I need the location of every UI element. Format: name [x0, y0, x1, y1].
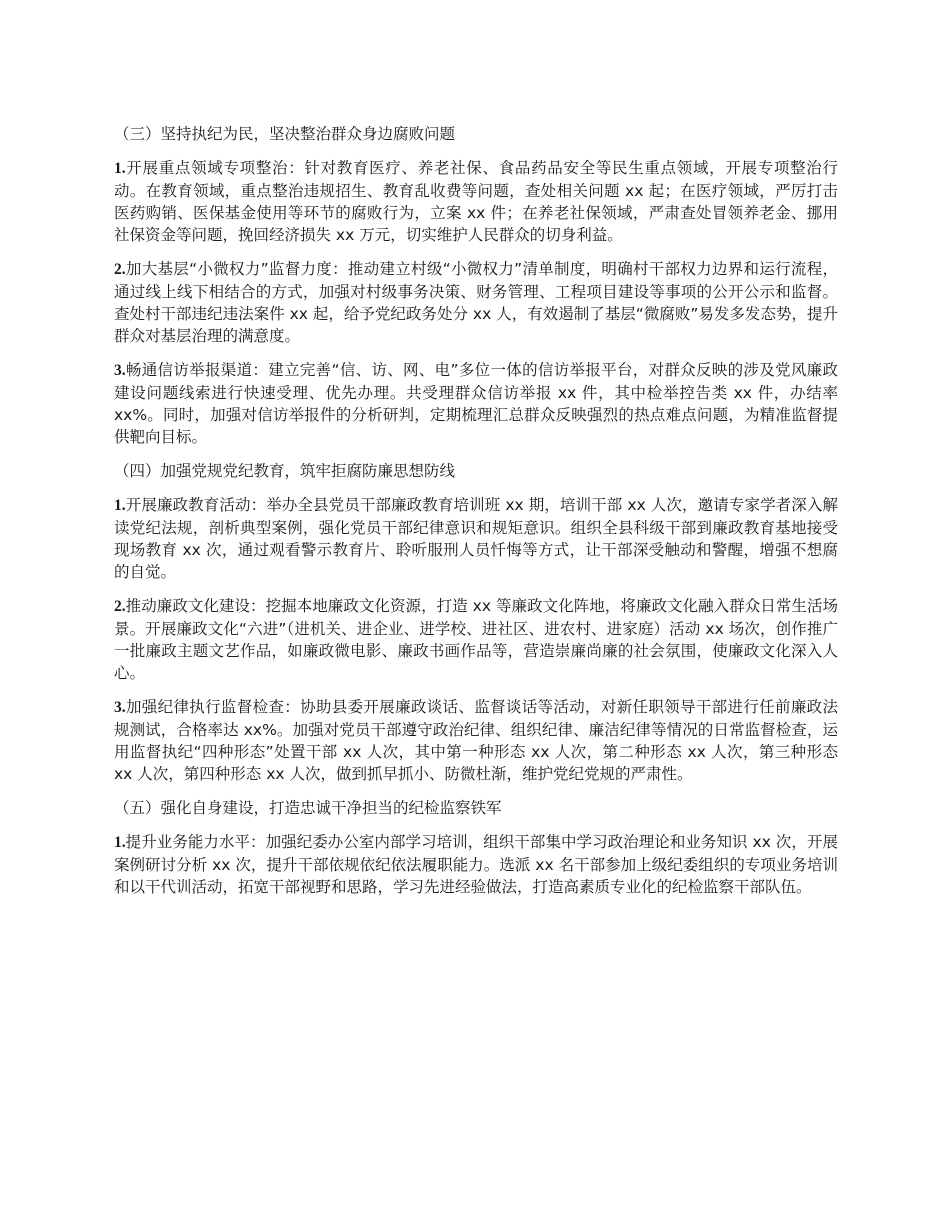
paragraph	[114, 258, 838, 347]
document-page	[114, 123, 838, 910]
section-heading: （五）强化自身建设，打造忠诚干净担当的纪检监察铁军	[114, 799, 502, 817]
item-number: 1.	[114, 160, 126, 177]
section-3	[114, 123, 838, 448]
paragraph	[114, 494, 838, 583]
paragraph-text: 推动廉政文化建设：挖掘本地廉政文化资源，打造 xx 等廉政文化阵地，将廉政文化融入群众日常生活场景。开展廉政文化“六进”（进机关、进企业、进学校、进社区、进农村、进家庭）活动 xx 场次，创作推广一批廉政主题文艺作品，如廉政微电影、廉政书画作品等，营造崇廉尚廉的社会氛围，使廉政文化深入人心。	[114, 597, 838, 682]
item-number: 1.	[114, 497, 126, 514]
section-heading: （四）加强党规党纪教育，筑牢拒腐防廉思想防线	[114, 462, 456, 480]
item-number: 3.	[114, 362, 126, 379]
section-heading: （三）坚持执纪为民，坚决整治群众身边腐败问题	[114, 125, 456, 143]
paragraph	[114, 157, 838, 246]
paragraph-text: 加大基层“小微权力”监督力度：推动建立村级“小微权力”清单制度，明确村干部权力边界和运行流程，通过线上线下相结合的方式，加强对村级事务决策、财务管理、工程项目建设等事项的公开公示和监督。查处村干部违纪违法案件 xx 起，给予党纪政务处分 xx 人，有效遏制了基层“微腐败”易发多发态势，提升群众对基层治理的满意度。	[114, 260, 838, 345]
paragraph-text: 畅通信访举报渠道：建立完善“信、访、网、电”多位一体的信访举报平台，对群众反映的涉及党风廉政建设问题线索进行快速受理、优先办理。共受理群众信访举报 xx 件，其中检举控告类 xx 件，办结率 xx%。同时，加强对信访举报件的分析研判，定期梳理汇总群众反映强烈的热点难点问题，为精准监督提供靶向目标。	[114, 361, 838, 446]
item-number: 1.	[114, 834, 126, 851]
paragraph	[114, 696, 838, 785]
paragraph-text: 提升业务能力水平：加强纪委办公室内部学习培训，组织干部集中学习政治理论和业务知识 xx 次，开展案例研讨分析 xx 次，提升干部依规依纪依法履职能力。选派 xx 名干部参加上级纪委组织的专项业务培训和以干代训活动，拓宽干部视野和思路，学习先进经验做法，打造高素质专业化的纪检监察干部队伍。	[114, 833, 838, 896]
paragraph	[114, 595, 838, 684]
item-number: 3.	[114, 699, 126, 716]
section-5	[114, 797, 838, 898]
item-number: 2.	[114, 598, 126, 615]
paragraph-text: 加强纪律执行监督检查：协助县委开展廉政谈话、监督谈话等活动，对新任职领导干部进行任前廉政法规测试，合格率达 xx%。加强对党员干部遵守政治纪律、组织纪律、廉洁纪律等情况的日常监督检查，运用监督执纪“四种形态”处置干部 xx 人次，其中第一种形态 xx 人次，第二种形态 xx 人次，第三种形态 xx 人次，第四种形态 xx 人次，做到抓早抓小、防微杜渐，维护党纪党规的严肃性。	[114, 698, 838, 783]
paragraph	[114, 359, 838, 448]
paragraph-text: 开展重点领域专项整治：针对教育医疗、养老社保、食品药品安全等民生重点领域，开展专项整治行动。在教育领域，重点整治违规招生、教育乱收费等问题，查处相关问题 xx 起；在医疗领域，严厉打击医药购销、医保基金使用等环节的腐败行为，立案 xx 件；在养老社保领域，严肃查处冒领养老金、挪用社保资金等问题，挽回经济损失 xx 万元，切实维护人民群众的切身利益。	[114, 159, 838, 244]
item-number: 2.	[114, 261, 126, 278]
section-4	[114, 460, 838, 785]
paragraph	[114, 831, 838, 898]
paragraph-text: 开展廉政教育活动：举办全县党员干部廉政教育培训班 xx 期，培训干部 xx 人次，邀请专家学者深入解读党纪法规，剖析典型案例，强化党员干部纪律意识和规矩意识。组织全县科级干部到廉政教育基地接受现场教育 xx 次，通过观看警示教育片、聆听服刑人员忏悔等方式，让干部深受触动和警醒，增强不想腐的自觉。	[114, 496, 838, 581]
